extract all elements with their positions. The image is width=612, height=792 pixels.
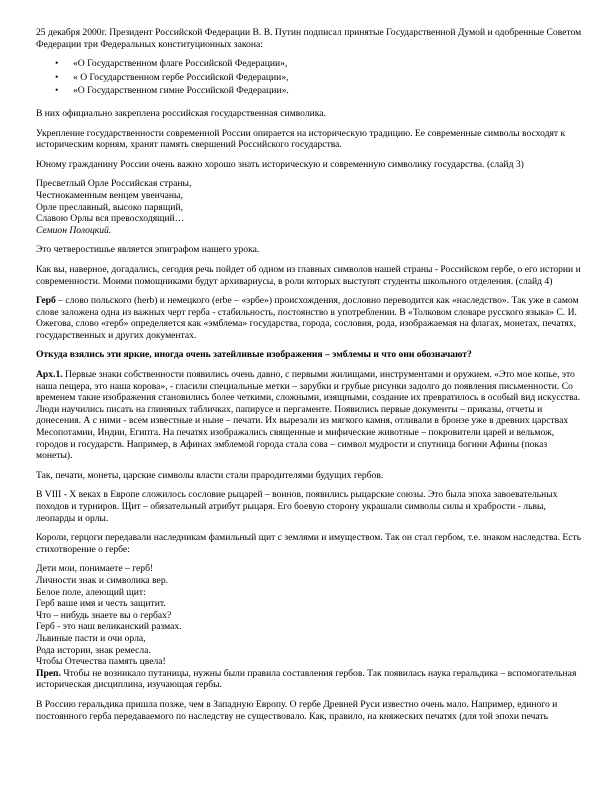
intro-paragraph: 25 декабря 2000г. Президент Российской Федерации В. В. Путин подписал принятые Государственной Думой и одобренные Советом Федерации три Федеральных конституционных закона: xyxy=(36,27,582,50)
list-item: • « О Государственном гербе Российской Федерации», xyxy=(73,72,584,84)
paragraph-archivist-1 xyxy=(36,369,584,462)
poem-line: Герб ваше имя и честь защитит. xyxy=(36,598,166,610)
speaker-label: Арх.1. xyxy=(36,369,63,381)
poem-line: Дети мои, понимаете – герб! xyxy=(36,563,154,575)
paragraph-symbolics: В них официально закреплена российская государственная символика. xyxy=(36,107,326,119)
paragraph-young-citizen: Юному гражданину России очень важно хорошо знать историческую и современную символику государства. (слайд 3) xyxy=(36,158,524,170)
laws-list xyxy=(36,58,584,97)
paragraph-coat-of-arms-definition xyxy=(36,295,584,341)
question-heading xyxy=(36,349,584,361)
poem-line: Честнокаменным венцем увенчаны, xyxy=(36,189,183,201)
paragraph-ancestors: Так, печати, монеты, царские символы власти стали прародителями будущих гербов. xyxy=(36,469,384,481)
paragraph-knights: В VIII - X веках в Европе сложилось сословие рыцарей – воинов, появились рыцарские союзы. Это была эпоха завоевательных походов и турниров. Щит – обязательный атрибут рыцаря. Его боевую сторону украшали символы силы и храбрости - львы, леопарды и орлы. xyxy=(36,489,558,524)
poem-line: Рода истории, знак ремесла. xyxy=(36,644,151,656)
speaker-label: Преп. xyxy=(36,667,61,679)
poem-line: Львиные пасти и очи орла, xyxy=(36,632,146,644)
epigraph-poem xyxy=(36,178,584,236)
list-item: • «О Государственном флаге Российской Федерации», xyxy=(73,58,584,70)
teacher-text: Чтобы не возникало путаницы, нужны были правила составления гербов. Так появилась наука геральдика – вспомогательная историческая дисциплина, изучающая гербы. xyxy=(36,667,577,691)
question-text: Откуда взялись эти яркие, иногда очень затейливые изображения – эмблемы и что они обозначают? xyxy=(36,349,472,361)
list-item: • «О Государственном гимне Российской Федерации». xyxy=(73,85,584,97)
poem-line: Орле преславный, высоко парящий, xyxy=(36,201,183,213)
paragraph-statehood: Укрепление государственности современной России опирается на историческую традицию. Ее современные символы восходят к историческим корням, хранят память свершений Российского государства. xyxy=(36,127,566,151)
paragraph-epigraph-note: Это четверостишье является эпиграфом нашего урока. xyxy=(36,244,260,256)
poem-line: Что – нибудь знаете вы о гербах? xyxy=(36,609,172,621)
archivist-text: Первые знаки собственности появились очень давно, с первыми жилищами, инструментами и оружием. «Это мое копье, это наша пещера, это наша корова», - гласили специальные метки – зарубки и грубые рисунки задолго до появления письменности. Со временем такие изображения становились более четкими, сложными, изящными, создание их превратилось в особый вид искусства. Люди научились писать на глиняных табличках, папирусе и пергаменте. Появились первые документы – приказы, отчеты и донесения. А с ними - всем известные и ныне – печати. Их вырезали из мягкого камня, отливали в бронзе уже в древних царствах Месопотамии, Индии, Египта. На печатях изображались священные и мифические животные – покровители царей и вельмож, городов и государств. Например, в Афинах эмблемой города стала сова – символ мудрости и спутница богини Афины (показ монеты). xyxy=(36,369,581,462)
coat-of-arms-poem xyxy=(36,563,584,667)
term-gerb: Герб xyxy=(36,295,56,307)
poem-line: Герб - это наш великанский размах. xyxy=(36,621,182,633)
paragraph-inheritance: Короли, герцоги передавали наследникам фамильный щит с землями и имуществом. Так он стал гербом, т.е. знаком наследства. Есть стихотворение о гербе: xyxy=(36,532,582,555)
poem-line: Славою Орлы вся превосходящий… xyxy=(36,213,185,225)
paragraph-teacher-heraldry xyxy=(36,668,584,691)
paragraph-lesson-topic: Как вы, наверное, догадались, сегодня речь пойдет об одном из главных символов нашей страны - Российском гербе, о его истории и современности. Моими помощниками будут архивариусы, в роли которых выступят студенты школьного отделения. (слайд 4) xyxy=(36,263,581,287)
poem-line: Белое поле, алеющий щит: xyxy=(36,586,146,598)
poem-author: Семион Полоцкий. xyxy=(36,224,112,236)
poem-line: Личности знак и символика вер. xyxy=(36,574,169,586)
definition-text: – слово польского (herb) и немецкого (erbe – «эрбе») происхождения, дословно переводится как «наследство». Так уже в самом слове заложена одна из важных черт герба - стабильность, постоянство в употреблении. В «Толковом словаре русского языка» С. И. Ожегова, слово «герб» определяется как «эмблема» государства, города, сословия, рода, изображаемая на флагах, монетах, печатях, государственных и других документах. xyxy=(36,295,579,341)
paragraph-russia-heraldry: В Россию геральдика пришла позже, чем в Западную Европу. О гербе Древней Руси известно очень мало. Например, единого и постоянного герба передаваемого по наследству не существовало. Как, правило, на княжеских печатях (для той эпохи печать xyxy=(36,698,558,722)
poem-line: Чтобы Отечества память цвела! xyxy=(36,656,166,668)
poem-line: Пресветлый Орле Российская страны, xyxy=(36,178,192,190)
